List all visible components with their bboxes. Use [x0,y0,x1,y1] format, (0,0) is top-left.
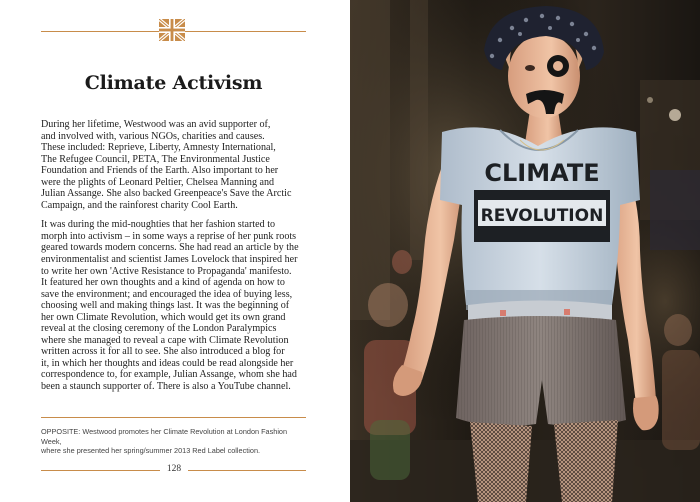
body-text [41,119,307,393]
paragraph-1: During her lifetime, Westwood was an avid supporter of, and involved with, various NGOs, charities and causes. These included: Reprieve, Liberty, Amnesty International, The Refugee Council, PETA, The Environmental Justice Foundation and Friends of the Earth. Also important to her were the plights of Leonard Peltier, Chelsea Manning and Julian Assange. She also backed Greenpeace's Save the Arctic Campaign, and the rainforest charity Cool Earth. [41,119,292,211]
runway-photo [350,0,700,502]
union-flag-icon [159,19,185,41]
caption-rule [41,417,306,418]
paragraph-2: It was during the mid-noughties that her fashion started to morph into activism – in some ways a reprise of her punk roots geared towards modern concerns. She had read an article by the environmentalist and scientist James Lovelock that inspired her to write her own 'Active Resistance to Propaganda' manifesto. It featured her own thoughts and a kind of agenda on how to save the environment; and encouraged the idea of buying less, choosing well and making things last. It was the beginning of her own Climate Revolution, which would get its own grand reveal at the closing ceremony of the London Paralympics where she managed to reveal a cape with Climate Revolution written across it for all to see. She also introduced a blog for it, in which her thoughts and ideas could be read alongside her correspondence to, for example, Julian Assange, whom she had been a staunch supporter of. There is also a YouTube channel. [41,219,299,393]
shirt-print-revolution: REVOLUTION [480,206,604,226]
page-number: 128 [160,464,188,474]
page-title: Climate Activism [84,72,263,94]
photo-caption: OPPOSITE: Westwood promotes her Climate Revolution at London Fashion Week, where she presented her spring/summer 2013 Red Label collection. [41,427,288,456]
shirt-print-climate: CLIMATE [484,159,600,187]
